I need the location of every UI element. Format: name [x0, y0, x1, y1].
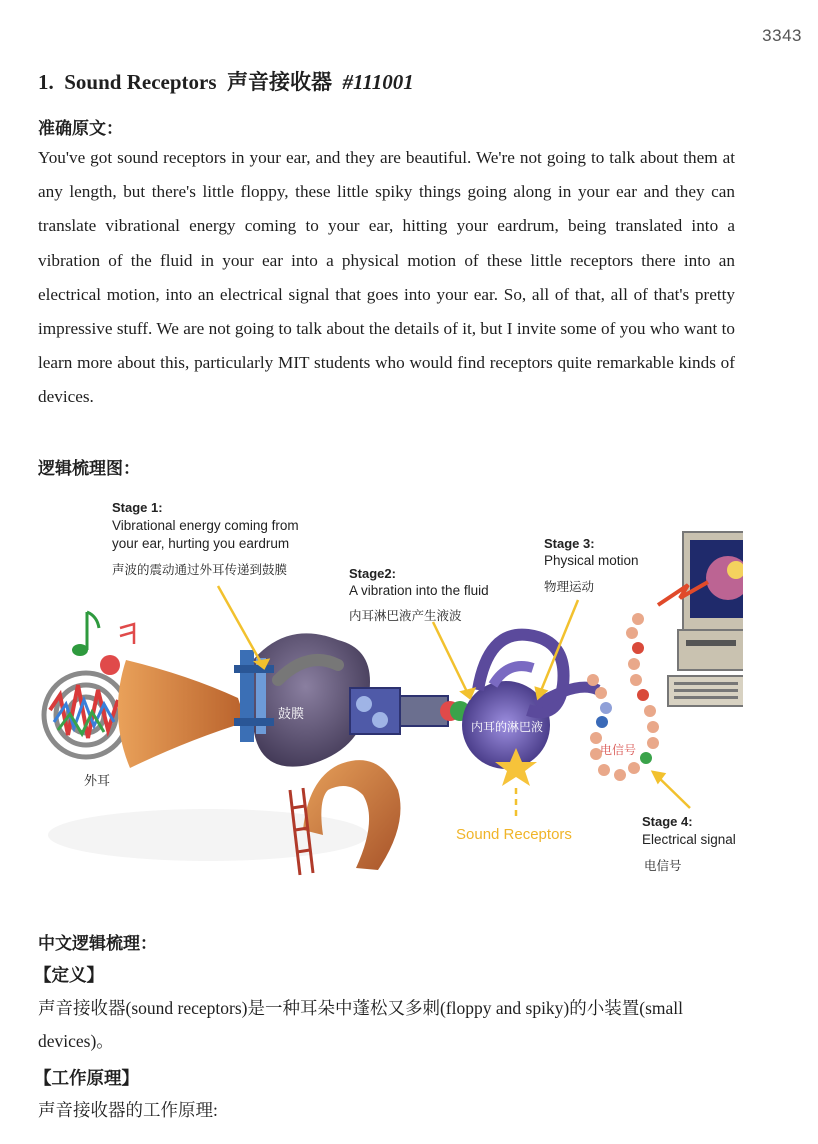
original-text-label: 准确原文：	[38, 119, 123, 138]
outer-ear-label: 外耳	[84, 774, 111, 789]
stage4-title: Stage 4:	[642, 814, 693, 829]
sound-receptors-label: Sound Receptors	[456, 826, 572, 843]
diagram-label: 逻辑梳理图：	[38, 459, 140, 478]
stage4-zh: 电信号	[644, 858, 682, 873]
stage1-line2: your ear, hurting you eardrum	[112, 536, 290, 551]
zh-logic-label: 中文逻辑梳理：	[38, 934, 157, 953]
cochlea-icon	[462, 635, 598, 786]
outer-ear-spiral-icon	[44, 673, 128, 757]
stage3-zh: 物理运动	[544, 579, 595, 594]
stage3-title: Stage 3:	[544, 536, 595, 551]
principle-heading: 【工作原理】	[34, 1068, 139, 1088]
ear-process-diagram	[38, 490, 743, 890]
heading-title-zh: 声音接收器	[227, 71, 333, 94]
stage1-title: Stage 1:	[112, 500, 163, 515]
heading-number: 1.	[38, 70, 54, 94]
stage1-zh: 声波的震动通过外耳传递到鼓膜	[112, 562, 288, 577]
stage2-zh: 内耳淋巴液产生液波	[349, 608, 462, 623]
stage3-line1: Physical motion	[544, 553, 639, 568]
stage2-title: Stage2:	[349, 566, 396, 581]
signal-label: 电信号	[600, 743, 637, 757]
ear-canal-horn	[118, 660, 246, 768]
lymph-label: 内耳的淋巴液	[471, 720, 544, 734]
stage2-line1: A vibration into the fluid	[349, 583, 489, 598]
principle-text: 声音接收器的工作原理:	[38, 1100, 218, 1120]
connector-pipes	[350, 688, 470, 734]
definition-text: 声音接收器(sound receptors)是一种耳朵中蓬松又多刺(floppy and spiky)的小装置(small devices)。	[38, 998, 683, 1051]
heading-title-en: Sound Receptors	[64, 70, 217, 94]
heading-tag: #111001	[342, 70, 414, 94]
section-heading	[38, 66, 414, 96]
eardrum-label: 鼓膜	[278, 707, 305, 722]
stage1-line1: Vibrational energy coming from	[112, 518, 299, 533]
original-text-paragraph: You've got sound receptors in your ear, and they are beautiful. We're not going to talk about them at any length, but there's little floppy, these little spiky things going along in your ear and they can translate vibrational energy coming to your ear, hitting your eardrum, being translated into a vibration of the fluid in your ear into a physical motion of these little receptors there into an electrical motion, into an electrical signal that goes into your ear. So, all of that, all of that's pretty impressive stuff. We are not going to talk about the details of it, but I invite some of you who want to learn more about this, particularly MIT students who would find receptors quite remarkable kinds of devices.	[38, 148, 735, 407]
stage4-line1: Electrical signal	[642, 832, 736, 847]
definition-heading: 【定义】	[34, 965, 104, 985]
computer-icon	[668, 532, 743, 706]
page-number: 3343	[762, 26, 802, 45]
